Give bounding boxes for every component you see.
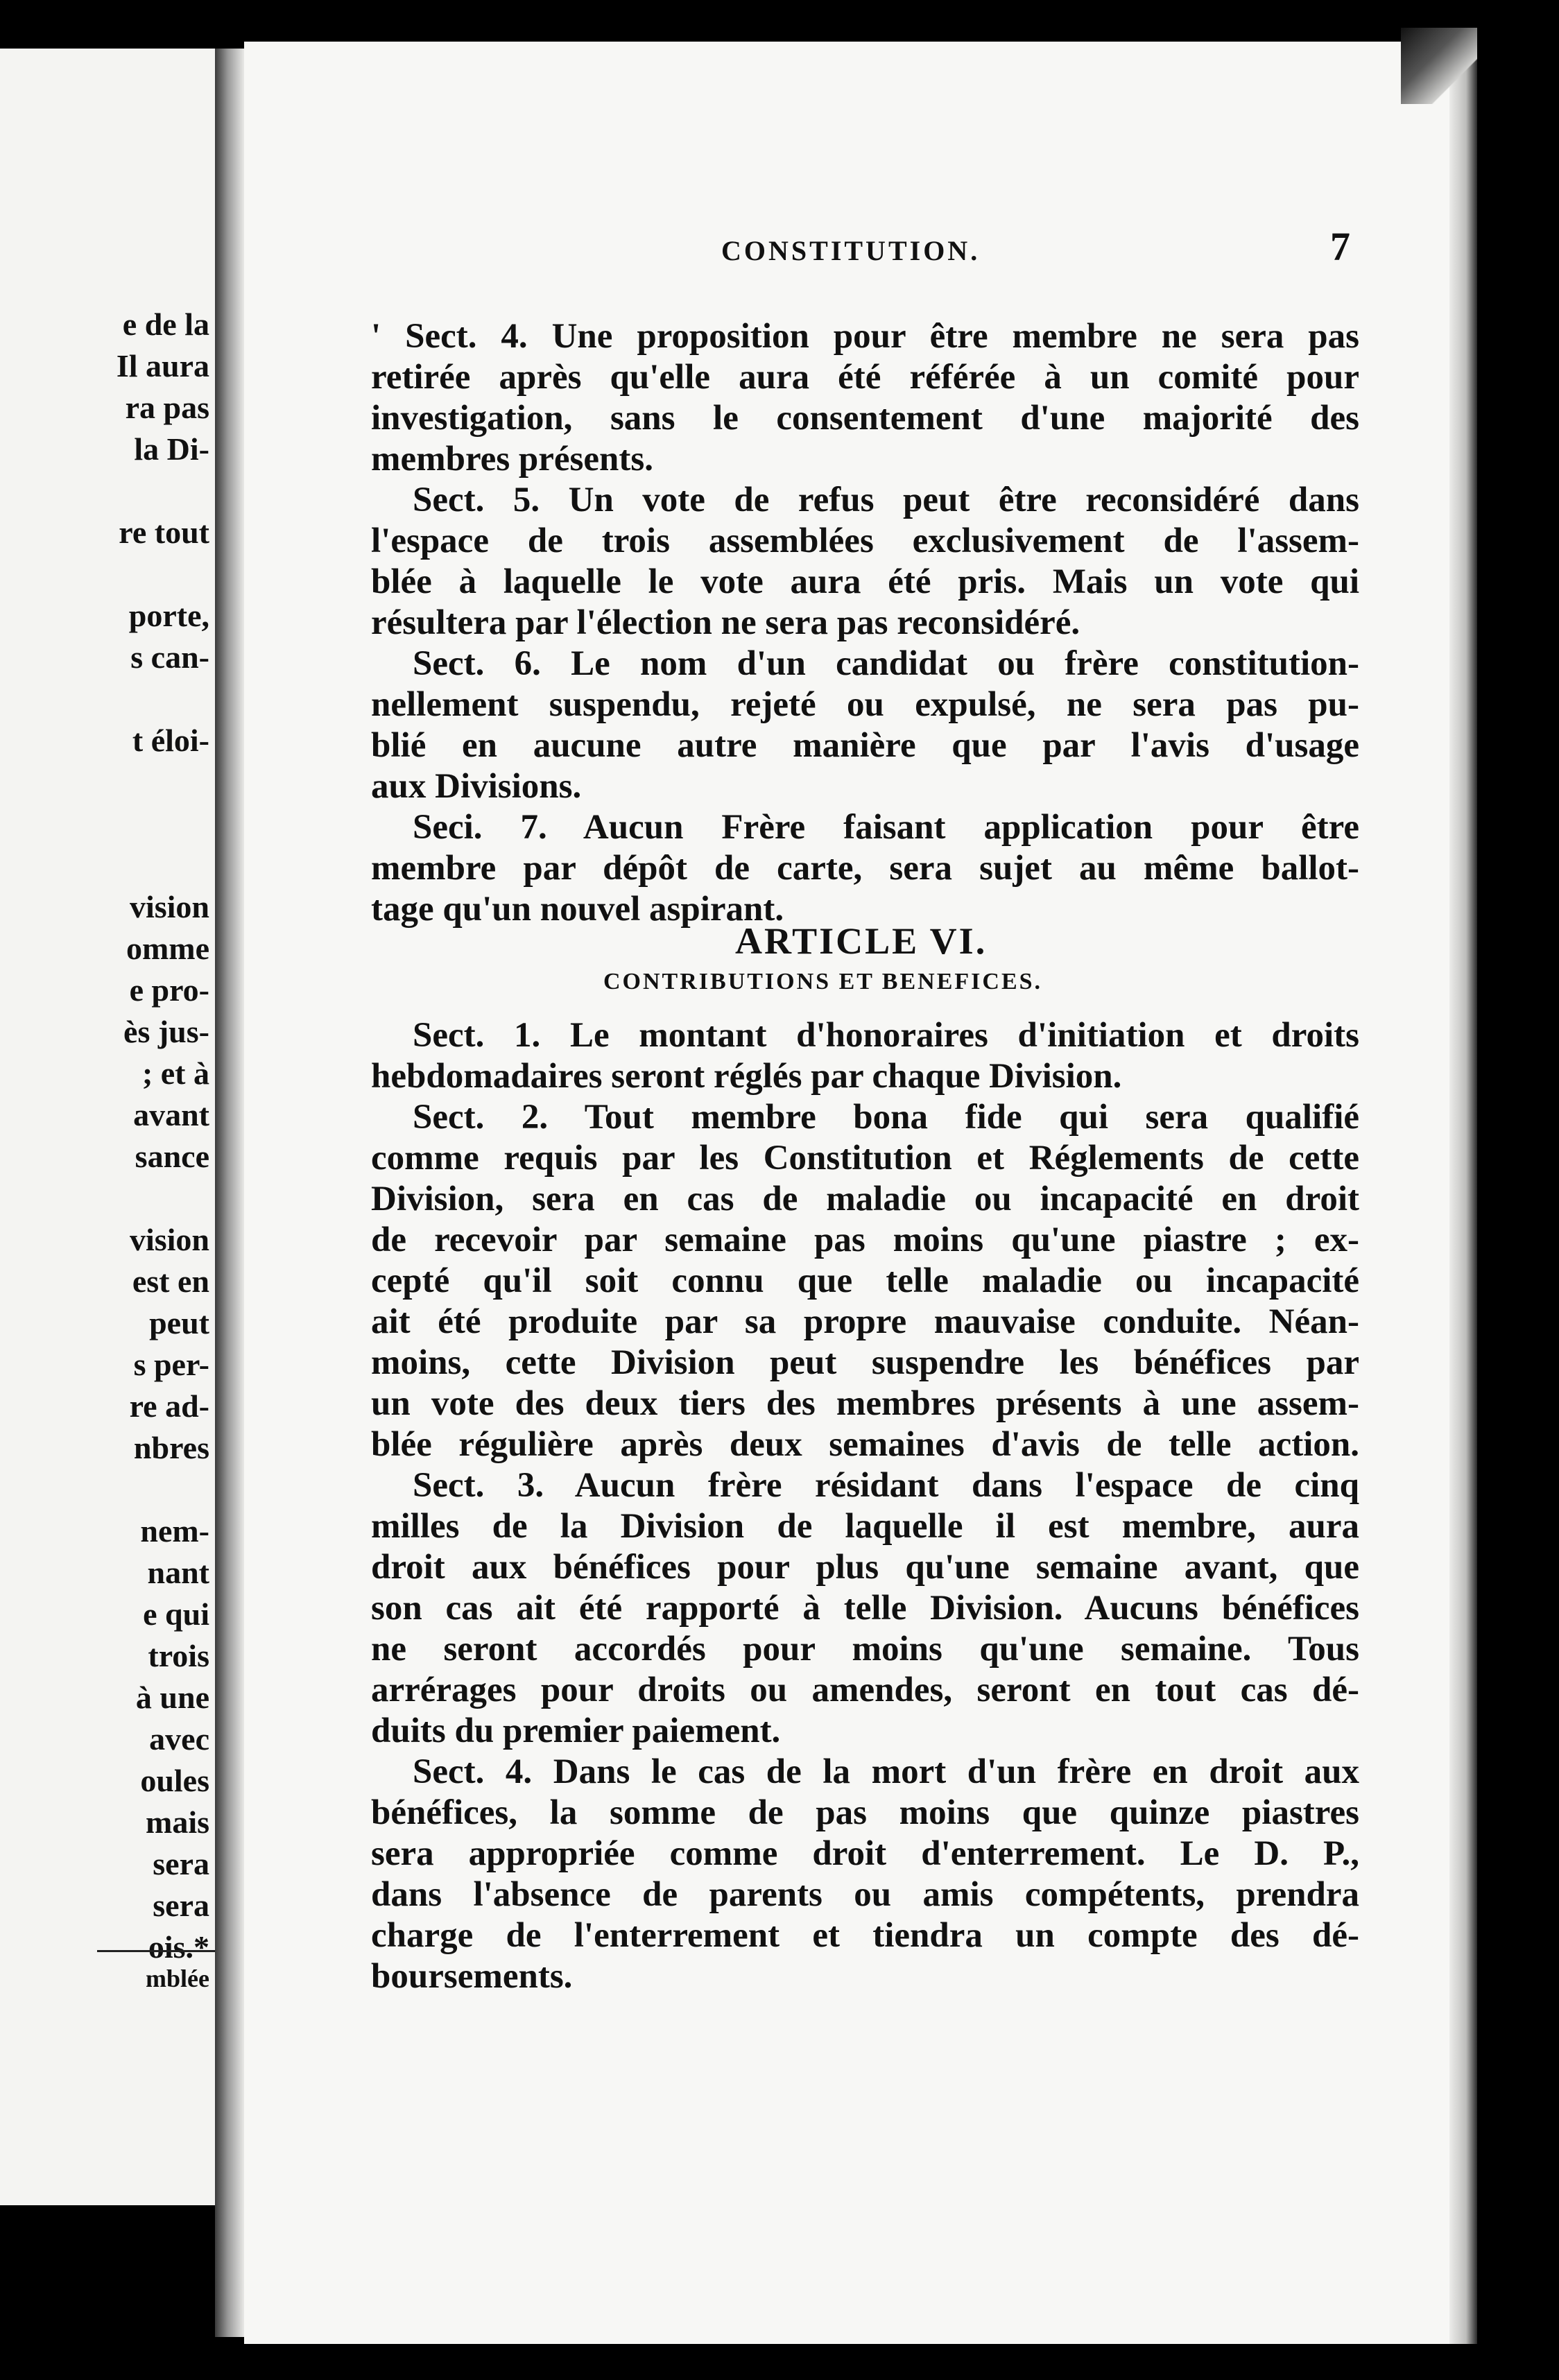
- text-line: dans l'absence de parents ou amis compétents, prendra: [371, 1875, 1359, 1914]
- left-text-line: vision: [129, 889, 209, 924]
- left-text-line: oules: [140, 1763, 209, 1798]
- text-line: tage qu'un nouvel aspirant.: [371, 890, 784, 929]
- text-line: membre par dépôt de carte, sera sujet au même ballot-: [371, 849, 1359, 888]
- text-line: cepté qu'il soit connu que telle maladie ou incapacité: [371, 1261, 1359, 1300]
- scan-border: [0, 2344, 1559, 2380]
- text-line: blée régulière après deux semaines d'avis de telle action.: [371, 1425, 1359, 1464]
- text-line: l'espace de trois assemblées exclusivement de l'assem-: [371, 521, 1359, 560]
- text-line: Sect. 2. Tout membre bona fide qui sera qualifié: [413, 1098, 1359, 1137]
- text-line: Sect. 5. Un vote de refus peut être reconsidéré dans: [413, 481, 1359, 519]
- text-line: charge de l'enterrement et tiendra un compte des dé-: [371, 1916, 1359, 1955]
- text-line: comme requis par les Constitution et Réglements de cette: [371, 1139, 1359, 1178]
- text-line: milles de la Division de laquelle il est membre, aura: [371, 1507, 1359, 1546]
- left-text-line: omme: [126, 931, 209, 966]
- text-line: ' Sect. 4. Une proposition pour être membre ne sera pas: [371, 317, 1359, 356]
- text-line: Sect. 1. Le montant d'honoraires d'initiation et droits: [413, 1016, 1359, 1055]
- footnote-rule: [97, 1950, 215, 1952]
- text-line: un vote des deux tiers des membres présents à une assem-: [371, 1384, 1359, 1423]
- left-text-line: avant: [133, 1097, 209, 1132]
- text-line: retirée après qu'elle aura été référée à un comité pour: [371, 358, 1359, 397]
- left-text-line: sance: [135, 1139, 209, 1174]
- text-line: sera appropriée comme droit d'enterrement. Le D. P.,: [371, 1834, 1359, 1873]
- text-line: nellement suspendu, rejeté ou expulsé, ne sera pas pu-: [371, 685, 1359, 724]
- left-text-line: ra pas: [125, 390, 209, 425]
- text-line: hebdomadaires seront réglés par chaque Division.: [371, 1057, 1122, 1096]
- running-header: CONSTITUTION.: [721, 235, 981, 266]
- page-number: 7: [1330, 224, 1350, 269]
- text-line: membres présents.: [371, 440, 653, 478]
- left-text-line: e qui: [143, 1596, 209, 1632]
- left-text-line: nant: [147, 1555, 209, 1590]
- left-text-line: à une: [135, 1680, 209, 1715]
- page-corner-curl: [1401, 28, 1477, 104]
- text-line: Sect. 4. Dans le cas de la mort d'un frère en droit aux: [413, 1752, 1359, 1791]
- text-line: investigation, sans le consentement d'une majorité des: [371, 399, 1359, 438]
- article-subheading: CONTRIBUTIONS ET BENEFICES.: [603, 969, 1043, 994]
- article-heading: ARTICLE VI.: [735, 920, 988, 962]
- text-line: Division, sera en cas de maladie ou incapacité en droit: [371, 1180, 1359, 1218]
- text-line: ne seront accordés pour moins qu'une semaine. Tous: [371, 1630, 1359, 1668]
- left-facing-page: [0, 49, 215, 2205]
- page-edge: [1449, 42, 1477, 2344]
- text-line: son cas ait été rapporté à telle Division. Aucuns bénéfices: [371, 1589, 1359, 1628]
- left-text-line: sera: [153, 1888, 209, 1923]
- text-line: résultera par l'élection ne sera pas reconsidéré.: [371, 603, 1080, 642]
- left-text-line: mais: [146, 1804, 209, 1840]
- book-gutter: [215, 49, 244, 2337]
- left-text-line: re tout: [119, 515, 209, 550]
- text-line: blié en aucune autre manière que par l'avis d'usage: [371, 726, 1359, 765]
- left-text-line: est en: [132, 1264, 209, 1299]
- left-text-line: nbres: [133, 1430, 209, 1465]
- left-text-line: e de la: [122, 307, 209, 342]
- left-text-line: re ad-: [129, 1388, 209, 1424]
- left-text-line: s can-: [130, 639, 209, 675]
- text-line: blée à laquelle le vote aura été pris. Mais un vote qui: [371, 562, 1359, 601]
- text-line: boursements.: [371, 1957, 573, 1996]
- text-line: ait été produite par sa propre mauvaise conduite. Néan-: [371, 1302, 1359, 1341]
- left-text-line: sera: [153, 1846, 209, 1881]
- text-line: bénéfices, la somme de pas moins que quinze piastres: [371, 1793, 1359, 1832]
- left-text-line: s per-: [133, 1347, 209, 1382]
- text-line: de recevoir par semaine pas moins qu'une piastre ; ex-: [371, 1221, 1359, 1259]
- left-text-line: ; et à: [141, 1055, 209, 1091]
- left-text-line: vision: [129, 1222, 209, 1257]
- left-text-line: Il aura: [116, 348, 209, 383]
- text-line: arrérages pour droits ou amendes, seront en tout cas dé-: [371, 1671, 1359, 1709]
- text-line: Sect. 3. Aucun frère résidant dans l'espace de cinq: [413, 1466, 1359, 1505]
- left-text-line: peut: [149, 1305, 209, 1340]
- left-text-line: la Di-: [134, 431, 209, 467]
- left-text-line: ois.*: [148, 1929, 209, 1965]
- text-line: aux Divisions.: [371, 767, 582, 806]
- text-line: duits du premier paiement.: [371, 1711, 781, 1750]
- left-text-line: e pro-: [129, 972, 209, 1008]
- text-line: droit aux bénéfices pour plus qu'une semaine avant, que: [371, 1548, 1359, 1587]
- left-text-line: ès jus-: [123, 1014, 209, 1049]
- left-text-line: t éloi-: [132, 723, 209, 758]
- text-line: Seci. 7. Aucun Frère faisant application pour être: [413, 808, 1359, 847]
- text-line: moins, cette Division peut suspendre les bénéfices par: [371, 1343, 1359, 1382]
- left-text-line: porte,: [128, 598, 209, 633]
- left-text-line: avec: [149, 1721, 209, 1757]
- text-line: Sect. 6. Le nom d'un candidat ou frère constitution-: [413, 644, 1359, 683]
- left-text-line: trois: [148, 1638, 209, 1673]
- left-text-line: nem-: [140, 1513, 209, 1549]
- left-footnote-line: mblée: [146, 1965, 209, 1992]
